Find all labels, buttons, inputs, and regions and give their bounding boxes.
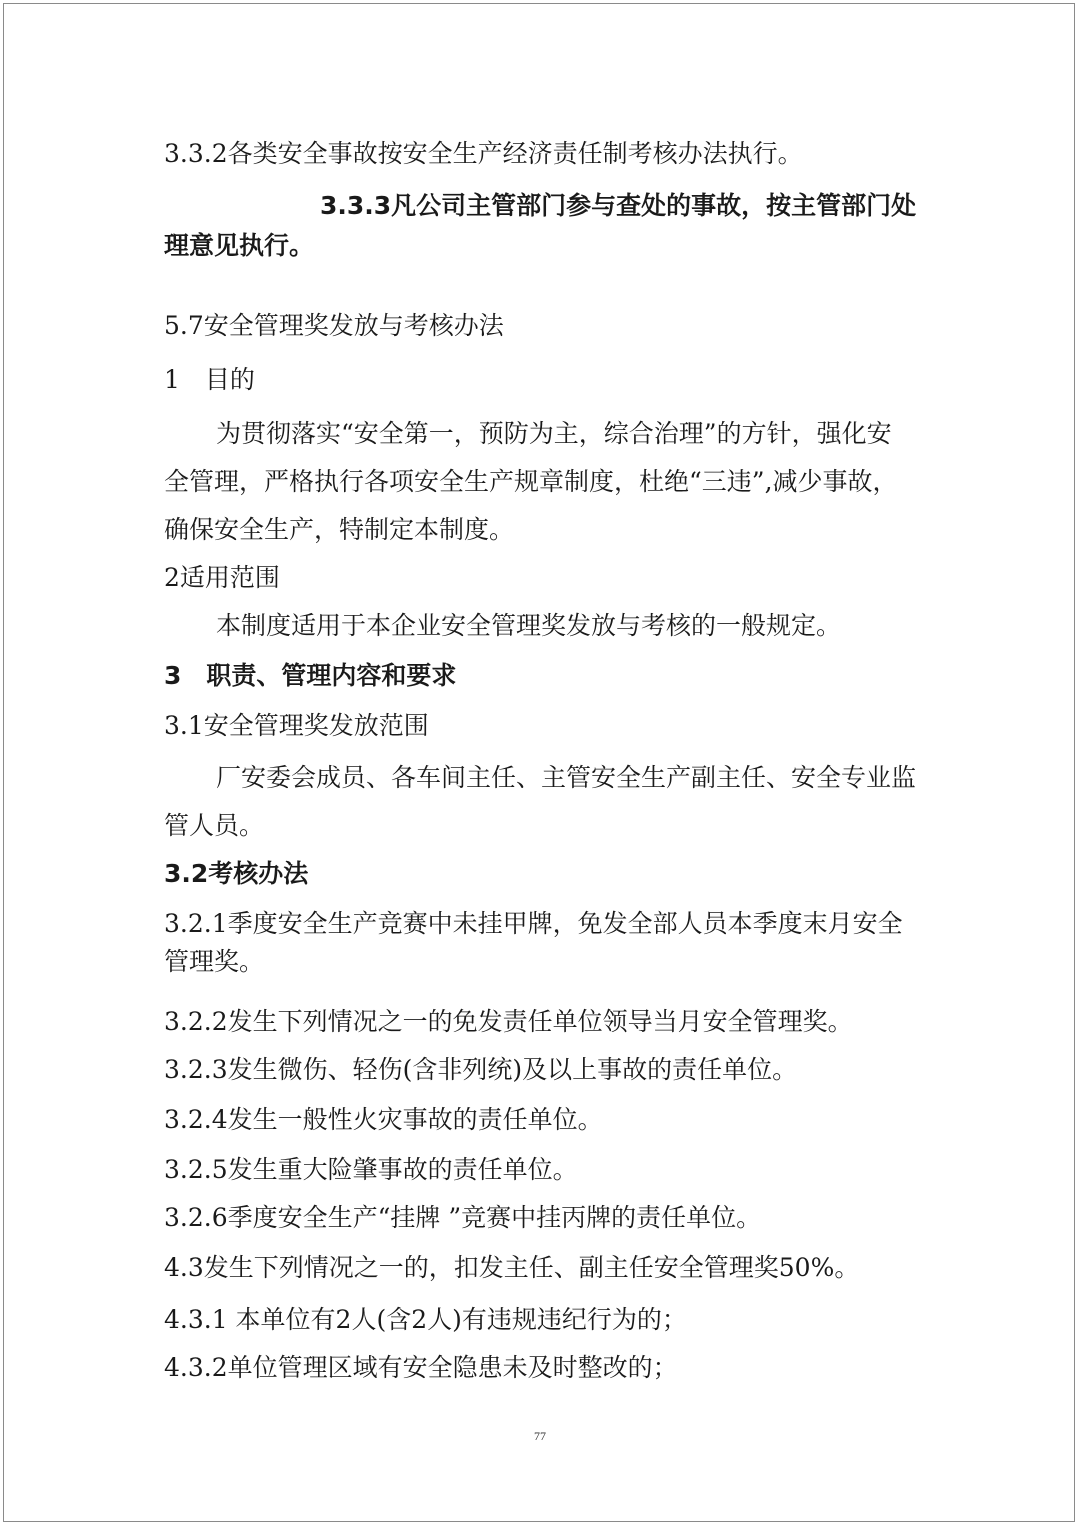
paragraph-line: 3.2.1季度安全生产竞赛中未挂甲牌，免发全部人员本季度末月安全 [164,909,903,938]
paragraph-line: 4.3.2单位管理区域有安全隐患未及时整改的； [164,1353,678,1382]
document-page [3,3,1075,1522]
text-line: 理意见执行。 [164,231,315,260]
section-heading: 5.7安全管理奖发放与考核办法 [164,311,504,340]
text-line: 3.3.3凡公司主管部门参与查处的事故，按主管部门处 [320,191,917,220]
subsection-heading: 3.1安全管理奖发放范围 [164,711,429,740]
paragraph-line: 3.2.6季度安全生产“挂牌 ”竞赛中挂丙牌的责任单位。 [164,1203,762,1232]
subsection-heading: 2适用范围 [164,563,280,592]
paragraph-line: 本制度适用于本企业安全管理奖发放与考核的一般规定。 [216,611,842,640]
paragraph-line: 为贯彻落实“安全第一，预防为主，综合治理”的方针，强化安 [216,419,892,448]
paragraph-line: 4.3.1 本单位有2人(含2人)有违规违纪行为的； [164,1305,687,1334]
paragraph-line: 管理奖。 [164,947,265,976]
paragraph-line: 3.2.5发生重大险肇事故的责任单位。 [164,1155,578,1184]
paragraph-line: 3.2.3发生微伤、轻伤(含非列统)及以上事故的责任单位。 [164,1055,798,1084]
paragraph-line: 厂安委会成员、各车间主任、主管安全生产副主任、安全专业监 [216,763,917,792]
paragraph-line: 3.2.4发生一般性火灾事故的责任单位。 [164,1105,603,1134]
page-number: 77 [534,1429,546,1443]
subsection-heading: 3.2考核办法 [164,859,309,888]
paragraph-line: 4.3发生下列情况之一的，扣发主任、副主任安全管理奖50%。 [164,1253,860,1282]
paragraph-line: 全管理，严格执行各项安全生产规章制度，杜绝“三违”,减少事故， [164,467,898,496]
subsection-heading: 3 职责、管理内容和要求 [164,661,457,690]
paragraph-line: 确保安全生产，特制定本制度。 [164,515,515,544]
subsection-heading: 1 目的 [164,365,255,394]
paragraph-line: 管人员。 [164,811,265,840]
text-line: 3.3.2各类安全事故按安全生产经济责任制考核办法执行。 [164,139,803,168]
paragraph-line: 3.2.2发生下列情况之一的免发责任单位领导当月安全管理奖。 [164,1007,853,1036]
